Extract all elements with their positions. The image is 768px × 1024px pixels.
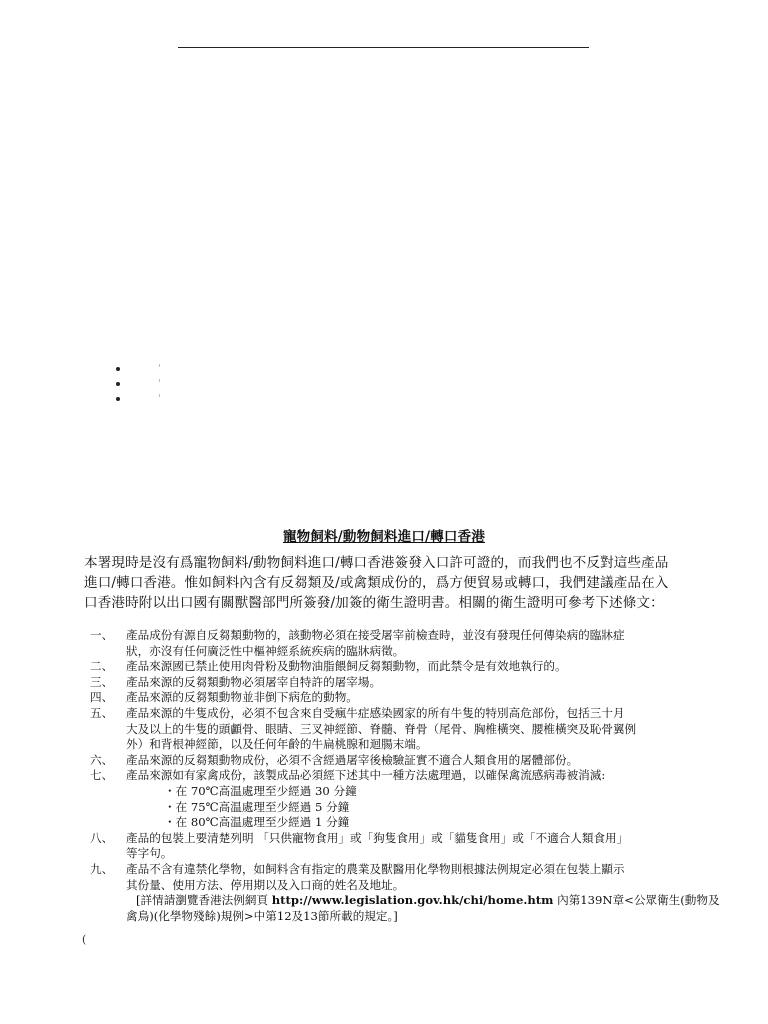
- condition-number: 六、: [90, 752, 114, 767]
- condition-item-9: 九、 產品不含有違禁化學物，如飼料含有指定的農業及獸醫用化學物則根據法例規定必須在包裝上顯示 其份量、使用方法、停用期以及入口商的姓名及地址。 [詳情請瀏覽香港法例網頁 http://www.legislation.gov.hk/chi/home.htm 內第139N章<公眾衛生(動物及 禽鳥)(化學物殘餘)規例>中第12及13節所載的規定。]: [90, 861, 720, 923]
- condition-number: 一、: [90, 628, 114, 642]
- condition-number: 八、: [90, 830, 114, 845]
- legislation-link[interactable]: http://www.legislation.gov.hk/chi/home.htm: [271, 893, 554, 908]
- condition-number: 九、: [90, 861, 114, 876]
- condition-item-4: 四、 產品來源的反芻類動物並非倒下病危的動物。: [90, 690, 358, 705]
- condition-number: 四、: [90, 690, 114, 705]
- condition-item-3: 三、 產品來源的反芻類動物必須屠宰自特許的屠宰場。: [90, 674, 382, 689]
- bullet-dot-icon: [116, 367, 120, 371]
- conditions-list: [90, 628, 720, 924]
- heat-treatment-option: ・在 80℃高温處理至少經過 1 分鐘: [164, 815, 350, 830]
- condition-item-5: 五、 產品來源的牛隻成份，必須不包含來自受瘋牛症感染國家的所有牛隻的特別高危部份，包括三十月 大及以上的牛隻的頭顱骨、眼睛、三叉神經節、脊髓、脊骨（尾骨、胸椎橫突、腰椎橫突及恥骨翼例 外）和背根神經節，以及任何年齡的牛扁桃腺和迴腸末端。: [90, 705, 637, 752]
- condition-item-8: 八、 產品的包裝上要清楚列明 「只供寵物食用」或「狗隻食用」或「貓隻食用」或「不適合人類食用」 等字句。: [90, 830, 629, 861]
- heat-treatment-option: ・在 70℃高温處理至少經過 30 分鐘: [164, 783, 357, 798]
- condition-number: 三、: [90, 674, 114, 689]
- bullet-dot-icon: [116, 397, 120, 401]
- intro-line: 本署現時是沒有爲寵物飼料/動物飼料進口/轉口香港簽發入口許可證的，而我們也不反對這些產品: [84, 555, 669, 571]
- legislation-reference-line2: 禽鳥)(化學物殘餘)規例>中第12及13節所載的規定。]: [126, 908, 398, 923]
- stray-mark: (: [82, 933, 87, 946]
- legislation-reference: [詳情請瀏覽香港法例網頁 http://www.legislation.gov.hk/chi/home.htm 內第139N章<公眾衛生(動物及: [136, 893, 720, 908]
- document-title: 寵物飼料/動物飼料進口/轉口香港: [282, 529, 486, 545]
- condition-number: 二、: [90, 659, 114, 674]
- intro-line: 進口/轉口香港。惟如飼料內含有反芻類及/或禽類成份的，爲方便貿易或轉口，我們建議產品在入: [84, 575, 669, 591]
- condition-item-1: 一、 產品成份有源自反芻類動物的，該動物必須在接受屠宰前檢查時，並沒有發現任何傳染病的臨牀症 狀，亦沒有任何廣泛性中樞神經系統疾病的臨牀病徵。: [90, 628, 625, 658]
- intro-line: 口香港時附以出口國有關獸醫部門所簽發/加簽的衛生證明書。相關的衛生證明可參考下述條文：: [84, 595, 664, 611]
- top-horizontal-rule: [178, 47, 589, 48]
- condition-item-6: 六、 產品來源的反芻類動物成份，必須不含經過屠宰後檢驗証實不適合人類食用的屠體部份。: [90, 752, 579, 767]
- intro-paragraph: [84, 553, 690, 613]
- condition-item-2: 二、 產品來源國已禁止使用肉骨粉及動物油脂餵飼反芻類動物，而此禁令是有效地執行的。: [90, 659, 567, 674]
- condition-item-7: 七、 產品來源如有家禽成份，該製成品必須經下述其中一種方法處理過，以確保禽流感病毒被消滅: ・在 70℃高温處理至少經過 30 分鐘 ・在 75℃高温處理至少經過 5 分鐘 ・在 80℃高温處理至少經過 1 分鐘: [90, 768, 700, 830]
- condition-number: 五、: [90, 705, 114, 720]
- heat-treatment-option: ・在 75℃高温處理至少經過 5 分鐘: [164, 799, 350, 814]
- condition-number: 七、: [90, 768, 114, 783]
- bullet-dot-icon: [116, 382, 120, 386]
